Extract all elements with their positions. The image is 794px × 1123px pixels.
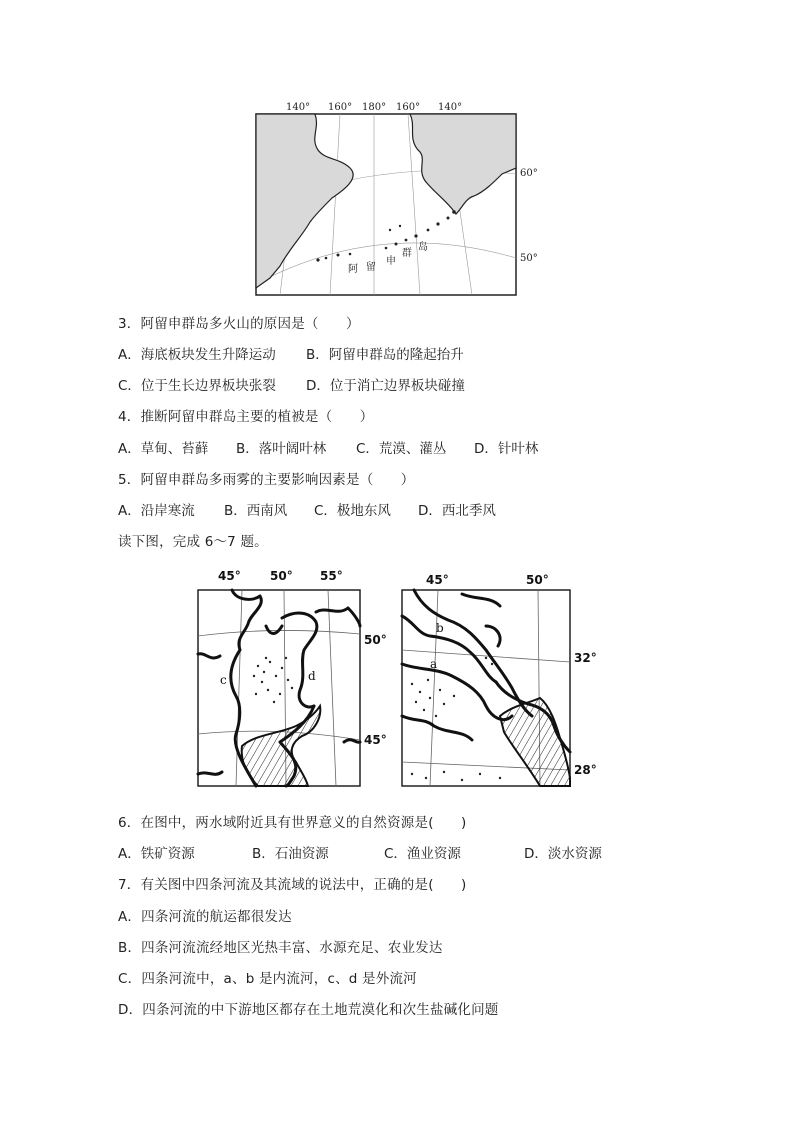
mesopotamia-map	[400, 566, 606, 790]
option-c[interactable]: C．渔业资源	[384, 846, 461, 862]
lon-label: 50°	[526, 573, 549, 587]
question-5-stem: 5．阿留申群岛多雨雾的主要影响因素是（ ）	[118, 472, 415, 488]
lat-label: 32°	[574, 651, 597, 665]
lon-label: 160°	[328, 102, 353, 113]
mesopotamia-map-svg	[400, 566, 606, 790]
island-label: 岛	[418, 242, 428, 253]
lon-label: 50°	[270, 569, 293, 583]
river-label-d: d	[308, 669, 316, 683]
option-d[interactable]: D．针叶林	[474, 441, 539, 457]
lon-label: 45°	[218, 569, 241, 583]
option-c[interactable]: C．极地东风	[314, 503, 391, 519]
option-a[interactable]: A．海底板块发生升降运动	[118, 347, 276, 363]
option-a[interactable]: A．草甸、苔藓	[118, 441, 209, 457]
question-6-stem: 6．在图中，两水域附近具有世界意义的自然资源是( )	[118, 815, 467, 831]
lon-label: 45°	[426, 573, 449, 587]
option-b[interactable]: B．石油资源	[252, 846, 329, 862]
option-c[interactable]: C．四条河流中，a、b 是内流河，c、d 是外流河	[118, 971, 417, 987]
aleutian-map	[240, 98, 550, 298]
option-a[interactable]: A．沿岸寒流	[118, 503, 195, 519]
option-a[interactable]: A．四条河流的航运都很发达	[118, 909, 292, 925]
option-b[interactable]: B．西南风	[224, 503, 288, 519]
lon-label: 140°	[286, 102, 311, 113]
island-label: 申	[386, 256, 396, 267]
option-c[interactable]: C．荒漠、灌丛	[356, 441, 447, 457]
river-label-a: a	[430, 657, 438, 671]
option-b[interactable]: B．阿留申群岛的隆起抬升	[306, 347, 464, 363]
question-3-stem: 3．阿留申群岛多火山的原因是（ ）	[118, 316, 360, 332]
option-d[interactable]: D．西北季风	[418, 503, 496, 519]
option-d[interactable]: D．四条河流的中下游地区都存在土地荒漠化和次生盐碱化问题	[118, 1002, 499, 1018]
option-c[interactable]: C．位于生长边界板块张裂	[118, 378, 276, 394]
question-4-stem: 4．推断阿留申群岛主要的植被是（ ）	[118, 409, 374, 425]
option-a[interactable]: A．铁矿资源	[118, 846, 195, 862]
lon-label: 160°	[396, 102, 421, 113]
option-b[interactable]: B．落叶阔叶林	[236, 441, 327, 457]
option-d[interactable]: D．淡水资源	[524, 846, 602, 862]
lat-label: 45°	[364, 733, 387, 747]
aleutian-map-svg	[240, 98, 550, 298]
island-label: 阿	[348, 264, 358, 275]
lat-label: 50°	[364, 633, 387, 647]
lon-label: 180°	[362, 102, 387, 113]
caspian-map-svg	[196, 566, 396, 790]
lat-label: 28°	[574, 763, 597, 777]
lat-label: 60°	[520, 168, 538, 179]
river-label-c: c	[220, 673, 227, 687]
river-label-b: b	[436, 621, 444, 635]
island-label: 群	[402, 248, 412, 259]
question-7-stem: 7．有关图中四条河流及其流域的说法中，正确的是( )	[118, 877, 467, 893]
option-d[interactable]: D．位于消亡边界板块碰撞	[306, 378, 465, 394]
island-label: 留	[366, 262, 376, 273]
read-instruction: 读下图，完成 6～7 题。	[118, 534, 268, 550]
option-b[interactable]: B．四条河流流经地区光热丰富、水源充足、农业发达	[118, 940, 443, 956]
lon-label: 55°	[320, 569, 343, 583]
lon-label: 140°	[438, 102, 463, 113]
lat-label: 50°	[520, 253, 538, 264]
caspian-map	[196, 566, 396, 790]
